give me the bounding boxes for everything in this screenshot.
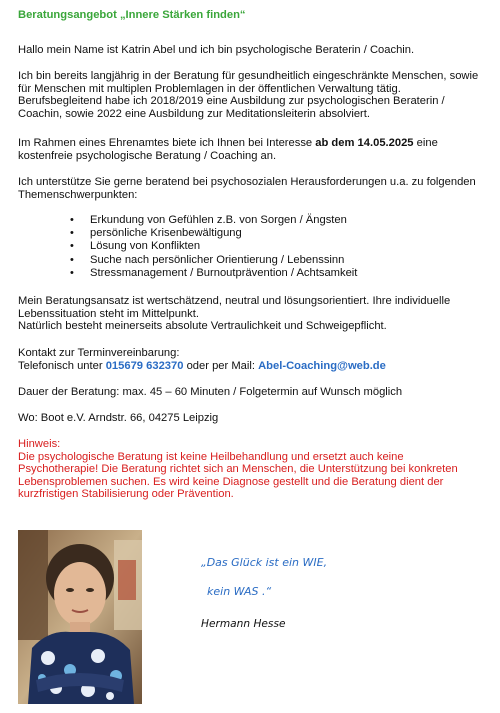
page-title: Beratungsangebot „Innere Stärken finden“ [18, 9, 246, 21]
contact-heading: Kontakt zur Terminvereinbarung: [18, 347, 180, 359]
approach-line: Lebenssituation steht im Mittelpunkt. [18, 307, 199, 320]
phone-number-link[interactable]: 015679 632370 [105, 359, 184, 372]
approach-paragraph [18, 295, 483, 333]
quote-line: „Das Glück ist ein WIE, [201, 556, 328, 569]
notice-line: Psychotherapie! Die Beratung richtet sich an Menschen, die Unterstützung bei konkreten [18, 463, 458, 476]
support-line: Ich unterstütze Sie gerne beratend bei psychosozialen Herausforderungen u.a. zu folgenden [18, 176, 476, 188]
approach-line: Natürlich besteht meinerseits absolute Vertraulichkeit und Schweigepflicht. [18, 320, 387, 333]
portrait-photo [18, 530, 142, 704]
contact-line [18, 360, 483, 373]
location-text: Wo: Boot e.V. Arndstr. 66, 04275 Leipzig [18, 412, 219, 424]
notice-line: Lebensproblemen suchen. Es wird keine Diagnose gestellt und die Beratung dient der [18, 475, 444, 488]
background-line: Coachin, sowie 2022 eine Ausbildung zur Meditationsleiterin absolviert. [18, 107, 370, 120]
start-date: ab dem 14.05.2025 [315, 137, 414, 149]
list-item: • Stressmanagement / Burnoutprävention / Achtsamkeit [18, 267, 478, 280]
mail-prefix: oder per Mail: [183, 359, 259, 372]
email-link[interactable]: Abel-Coaching@web.de [258, 359, 386, 372]
duration-text: Dauer der Beratung: max. 45 – 60 Minuten / Folgetermin auf Wunsch möglich [18, 386, 403, 398]
phone-prefix: Telefonisch unter [18, 359, 106, 372]
list-item: • Suche nach persönlicher Orientierung / Lebenssinn [18, 254, 478, 267]
location-paragraph [18, 412, 483, 425]
background-line: für Menschen mit multiplen Problemlagen in der öffentlichen Verwaltung tätig. [18, 82, 401, 95]
notice-line: Die psychologische Beratung ist keine Heilbehandlung und ersetzt auch keine [18, 450, 404, 463]
support-line: Themenschwerpunkten: [18, 188, 138, 201]
volunteer-text: eine [413, 137, 438, 149]
notice-heading: Hinweis: [18, 438, 61, 450]
quote-line: kein WAS .“ [207, 585, 272, 598]
topics-list [18, 214, 478, 280]
notice-paragraph [18, 438, 483, 501]
list-item: • Lösung von Konflikten [18, 240, 478, 253]
notice-line: kurzfristigen Stabilisierung oder Prävention. [18, 488, 234, 501]
quote-author: Hermann Hesse [201, 618, 286, 630]
background-paragraph [18, 70, 483, 120]
background-line: Berufsbegleitend habe ich 2018/2019 eine Ausbildung zur psychologischen Beraterin / [18, 95, 445, 108]
volunteer-line: kostenfreie psychologische Beratung / Coaching an. [18, 149, 277, 162]
volunteer-line [18, 137, 483, 150]
contact-paragraph [18, 347, 483, 372]
volunteer-paragraph [18, 137, 483, 162]
background-line: Ich bin bereits langjährig in der Beratung für gesundheitlich eingeschränkte Menschen, sowie [18, 70, 479, 82]
approach-line: Mein Beratungsansatz ist wertschätzend, neutral und lösungsorientiert. Ihre individuelle [18, 295, 451, 307]
intro-paragraph [18, 44, 483, 57]
volunteer-text: Im Rahmen eines Ehrenamtes biete ich Ihnen bei Interesse [18, 137, 316, 149]
duration-paragraph [18, 386, 483, 399]
list-item: • Erkundung von Gefühlen z.B. von Sorgen / Ängsten [18, 214, 478, 227]
list-item: • persönliche Krisenbewältigung [18, 227, 478, 240]
support-paragraph [18, 176, 483, 201]
intro-text: Hallo mein Name ist Katrin Abel und ich bin psychologische Beraterin / Coachin. [18, 44, 415, 56]
